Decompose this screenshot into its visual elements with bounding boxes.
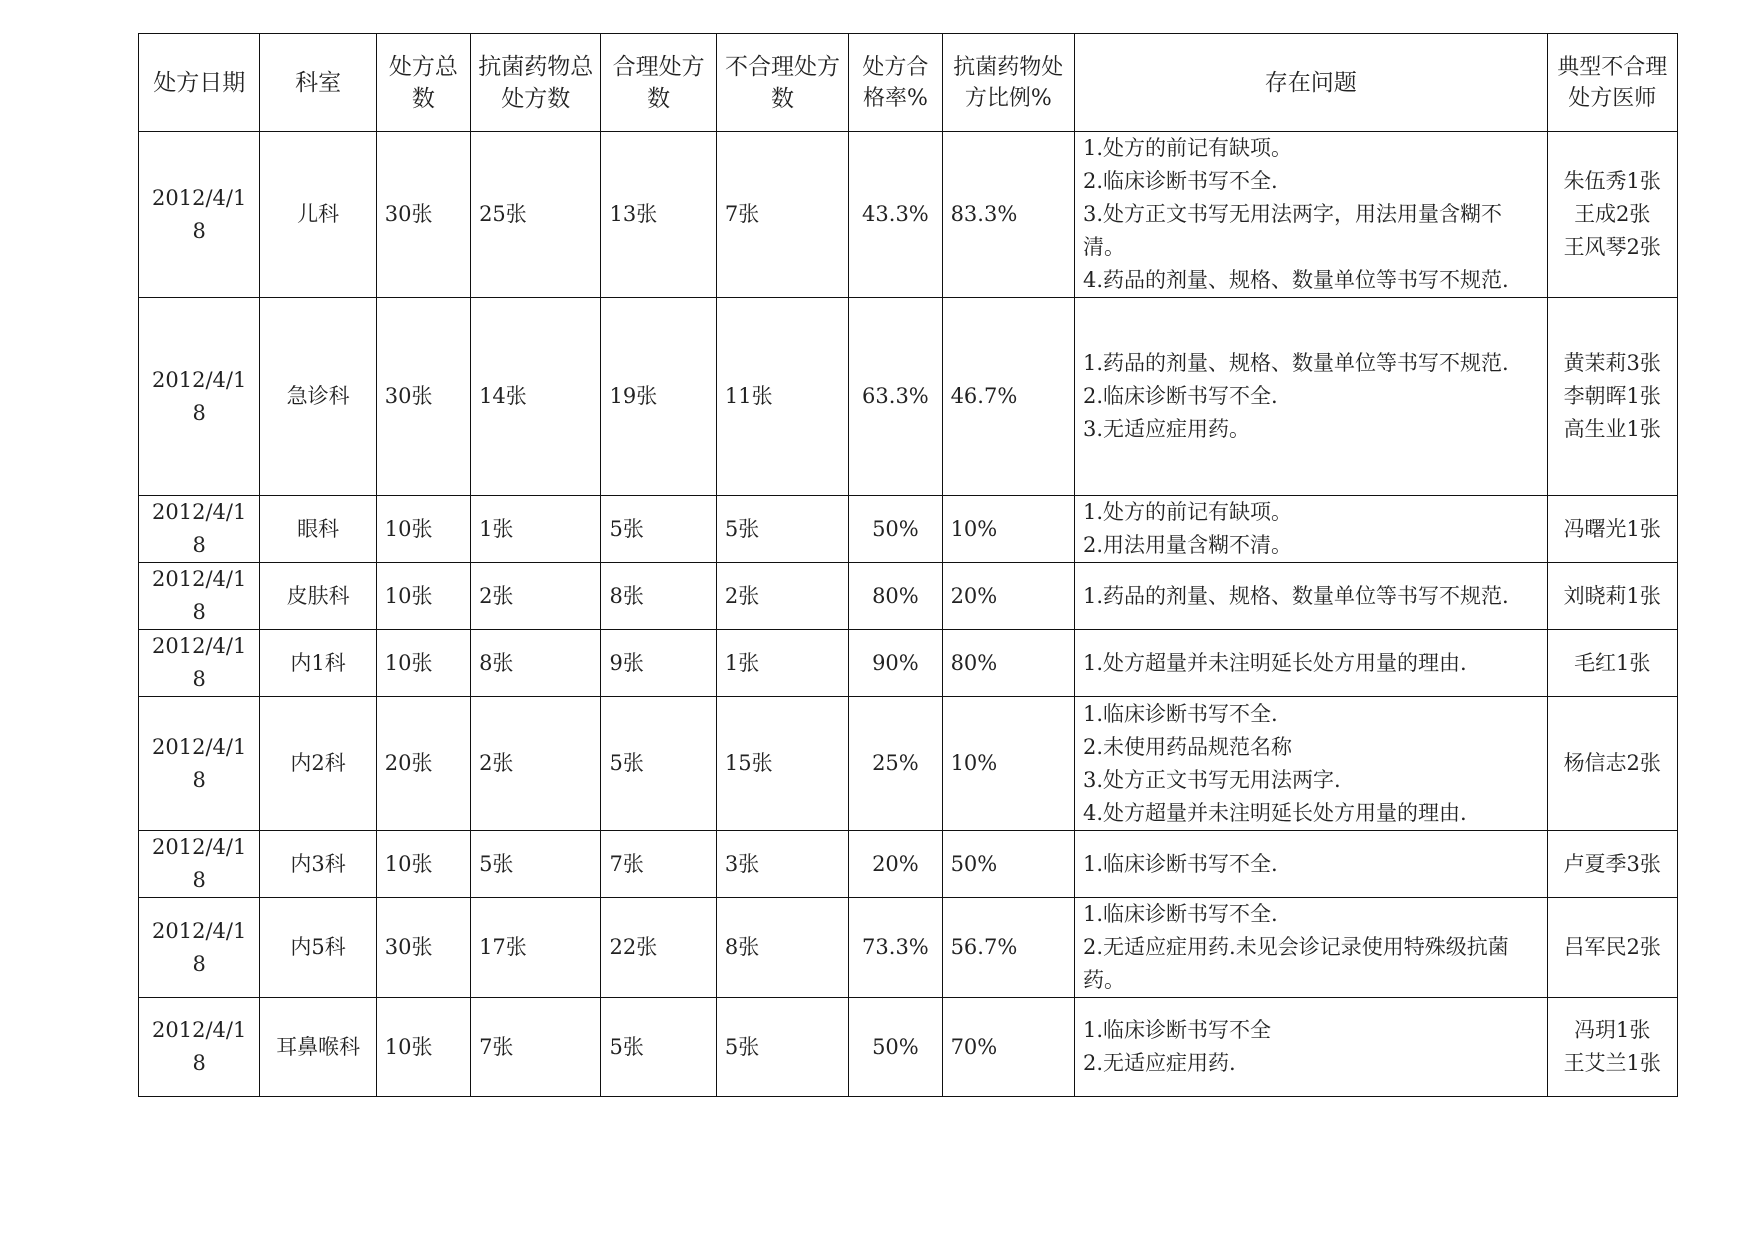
problem-item: 3.处方正文书写无用法两字. <box>1082 767 1341 792</box>
problem-item: 1.处方的前记有缺项。 <box>1082 500 1293 524</box>
cell-total: 10张 <box>376 831 470 898</box>
cell-pass-rate: 25% <box>849 697 942 831</box>
doctor-item: 杨信志2张 <box>1563 751 1661 775</box>
cell-problems <box>1074 630 1547 697</box>
cell-unreasonable: 2张 <box>716 563 848 630</box>
cell-dept: 内3科 <box>260 831 376 898</box>
cell-antibiotic-total: 25张 <box>471 132 601 298</box>
header-pass-rate: 处方合格率% <box>849 34 942 132</box>
cell-antibiotic-total: 1张 <box>471 496 601 563</box>
cell-dept: 耳鼻喉科 <box>260 998 376 1097</box>
cell-antibiotic-ratio: 10% <box>942 496 1074 563</box>
table-row <box>139 998 1678 1097</box>
doctor-item: 王风琴2张 <box>1563 235 1661 259</box>
doctor-item: 冯曙光1张 <box>1563 516 1661 541</box>
cell-doctors <box>1547 697 1677 831</box>
doctor-item: 毛红1张 <box>1574 650 1651 675</box>
header-problems: 存在问题 <box>1074 34 1547 132</box>
doctor-item: 冯玥1张 <box>1574 1018 1651 1042</box>
cell-total: 30张 <box>376 898 470 998</box>
header-total: 处方总数 <box>376 34 470 132</box>
header-antibiotic-total: 抗菌药物总处方数 <box>471 34 601 132</box>
cell-doctors <box>1547 898 1677 998</box>
table-row <box>139 496 1678 563</box>
cell-doctors <box>1547 998 1677 1097</box>
doctor-item: 李朝晖1张 <box>1563 384 1661 408</box>
cell-problems <box>1074 831 1547 898</box>
cell-dept: 儿科 <box>260 132 376 298</box>
problem-item: 1.临床诊断书写不全. <box>1082 851 1278 876</box>
cell-reasonable: 5张 <box>601 998 716 1097</box>
cell-antibiotic-ratio: 56.7% <box>942 898 1074 998</box>
cell-pass-rate: 20% <box>849 831 942 898</box>
table-row <box>139 132 1678 298</box>
cell-unreasonable: 3张 <box>716 831 848 898</box>
table-row <box>139 898 1678 998</box>
cell-reasonable: 5张 <box>601 697 716 831</box>
cell-pass-rate: 63.3% <box>849 298 942 496</box>
cell-dept: 眼科 <box>260 496 376 563</box>
cell-problems <box>1074 697 1547 831</box>
cell-dept: 内2科 <box>260 697 376 831</box>
header-doctors: 典型不合理处方医师 <box>1547 34 1677 132</box>
doctor-item: 高生业1张 <box>1563 417 1661 441</box>
cell-doctors <box>1547 298 1677 496</box>
cell-reasonable: 19张 <box>601 298 716 496</box>
doctor-item: 王艾兰1张 <box>1563 1051 1661 1075</box>
cell-total: 10张 <box>376 563 470 630</box>
cell-date: 2012/4/18 <box>139 630 260 697</box>
cell-antibiotic-ratio: 10% <box>942 697 1074 831</box>
cell-date: 2012/4/18 <box>139 132 260 298</box>
cell-antibiotic-ratio: 46.7% <box>942 298 1074 496</box>
cell-doctors <box>1547 563 1677 630</box>
cell-date: 2012/4/18 <box>139 298 260 496</box>
table-row <box>139 563 1678 630</box>
problem-item: 2.临床诊断书写不全. <box>1082 384 1278 408</box>
cell-problems <box>1074 998 1547 1097</box>
cell-unreasonable: 11张 <box>716 298 848 496</box>
cell-pass-rate: 73.3% <box>849 898 942 998</box>
cell-total: 10张 <box>376 998 470 1097</box>
table-body <box>139 132 1678 1097</box>
table-row <box>139 697 1678 831</box>
cell-antibiotic-total: 14张 <box>471 298 601 496</box>
cell-unreasonable: 15张 <box>716 697 848 831</box>
doctor-item: 刘晓莉1张 <box>1563 583 1661 608</box>
problem-item: 1.临床诊断书写不全. <box>1082 902 1278 926</box>
cell-doctors <box>1547 831 1677 898</box>
cell-antibiotic-ratio: 80% <box>942 630 1074 697</box>
doctor-item: 吕军民2张 <box>1563 935 1661 959</box>
cell-reasonable: 7张 <box>601 831 716 898</box>
problem-item: 3.无适应症用药。 <box>1082 417 1251 441</box>
cell-antibiotic-total: 17张 <box>471 898 601 998</box>
cell-antibiotic-ratio: 70% <box>942 998 1074 1097</box>
problem-item: 1.临床诊断书写不全. <box>1082 701 1278 726</box>
cell-total: 10张 <box>376 630 470 697</box>
problem-item: 3.处方正文书写无用法两字，用法用量含糊不清。 <box>1082 202 1503 259</box>
cell-problems <box>1074 563 1547 630</box>
prescription-review-table <box>138 33 1678 1097</box>
cell-date: 2012/4/18 <box>139 898 260 998</box>
problem-item: 1.药品的剂量、规格、数量单位等书写不规范. <box>1082 351 1509 375</box>
cell-unreasonable: 5张 <box>716 998 848 1097</box>
cell-unreasonable: 1张 <box>716 630 848 697</box>
doctor-item: 王成2张 <box>1574 202 1651 226</box>
cell-pass-rate: 50% <box>849 496 942 563</box>
cell-reasonable: 5张 <box>601 496 716 563</box>
cell-antibiotic-total: 2张 <box>471 697 601 831</box>
problem-item: 2.临床诊断书写不全. <box>1082 169 1278 193</box>
cell-dept: 皮肤科 <box>260 563 376 630</box>
header-row <box>139 34 1678 132</box>
cell-doctors <box>1547 496 1677 563</box>
problem-item: 2.无适应症用药.未见会诊记录使用特殊级抗菌药。 <box>1082 935 1509 992</box>
header-reasonable: 合理处方数 <box>601 34 716 132</box>
cell-doctors <box>1547 630 1677 697</box>
doctor-item: 卢夏季3张 <box>1563 851 1661 876</box>
doctor-item: 朱伍秀1张 <box>1563 169 1661 193</box>
cell-antibiotic-ratio: 83.3% <box>942 132 1074 298</box>
cell-pass-rate: 80% <box>849 563 942 630</box>
cell-reasonable: 8张 <box>601 563 716 630</box>
problem-item: 2.未使用药品规范名称 <box>1082 734 1293 759</box>
problem-item: 1.药品的剂量、规格、数量单位等书写不规范. <box>1082 583 1509 608</box>
cell-dept: 内1科 <box>260 630 376 697</box>
header-antibiotic-ratio: 抗菌药物处方比例% <box>942 34 1074 132</box>
problem-item: 4.药品的剂量、规格、数量单位等书写不规范. <box>1082 268 1509 292</box>
problem-item: 1.临床诊断书写不全 <box>1082 1018 1272 1042</box>
cell-reasonable: 13张 <box>601 132 716 298</box>
cell-total: 20张 <box>376 697 470 831</box>
problem-item: 2.用法用量含糊不清。 <box>1082 533 1293 557</box>
cell-total: 30张 <box>376 132 470 298</box>
cell-pass-rate: 90% <box>849 630 942 697</box>
table-row <box>139 298 1678 496</box>
cell-antibiotic-ratio: 50% <box>942 831 1074 898</box>
cell-total: 30张 <box>376 298 470 496</box>
header-dept: 科室 <box>260 34 376 132</box>
cell-problems <box>1074 298 1547 496</box>
cell-antibiotic-total: 7张 <box>471 998 601 1097</box>
cell-dept: 内5科 <box>260 898 376 998</box>
cell-total: 10张 <box>376 496 470 563</box>
cell-problems <box>1074 132 1547 298</box>
cell-date: 2012/4/18 <box>139 831 260 898</box>
table-row <box>139 831 1678 898</box>
cell-unreasonable: 7张 <box>716 132 848 298</box>
header-date: 处方日期 <box>139 34 260 132</box>
header-unreasonable: 不合理处方数 <box>716 34 848 132</box>
cell-problems <box>1074 898 1547 998</box>
cell-doctors <box>1547 132 1677 298</box>
cell-unreasonable: 5张 <box>716 496 848 563</box>
cell-antibiotic-ratio: 20% <box>942 563 1074 630</box>
cell-antibiotic-total: 8张 <box>471 630 601 697</box>
cell-date: 2012/4/18 <box>139 697 260 831</box>
cell-date: 2012/4/18 <box>139 563 260 630</box>
problem-item: 2.无适应症用药. <box>1082 1051 1236 1075</box>
problem-item: 1.处方超量并未注明延长处方用量的理由. <box>1082 650 1467 675</box>
cell-antibiotic-total: 5张 <box>471 831 601 898</box>
cell-date: 2012/4/18 <box>139 998 260 1097</box>
doctor-item: 黄茉莉3张 <box>1563 351 1661 375</box>
cell-pass-rate: 43.3% <box>849 132 942 298</box>
cell-unreasonable: 8张 <box>716 898 848 998</box>
problem-item: 4.处方超量并未注明延长处方用量的理由. <box>1082 800 1467 825</box>
cell-pass-rate: 50% <box>849 998 942 1097</box>
cell-antibiotic-total: 2张 <box>471 563 601 630</box>
cell-reasonable: 22张 <box>601 898 716 998</box>
problem-item: 1.处方的前记有缺项。 <box>1082 136 1293 160</box>
cell-dept: 急诊科 <box>260 298 376 496</box>
cell-problems <box>1074 496 1547 563</box>
cell-date: 2012/4/18 <box>139 496 260 563</box>
cell-reasonable: 9张 <box>601 630 716 697</box>
table-row <box>139 630 1678 697</box>
